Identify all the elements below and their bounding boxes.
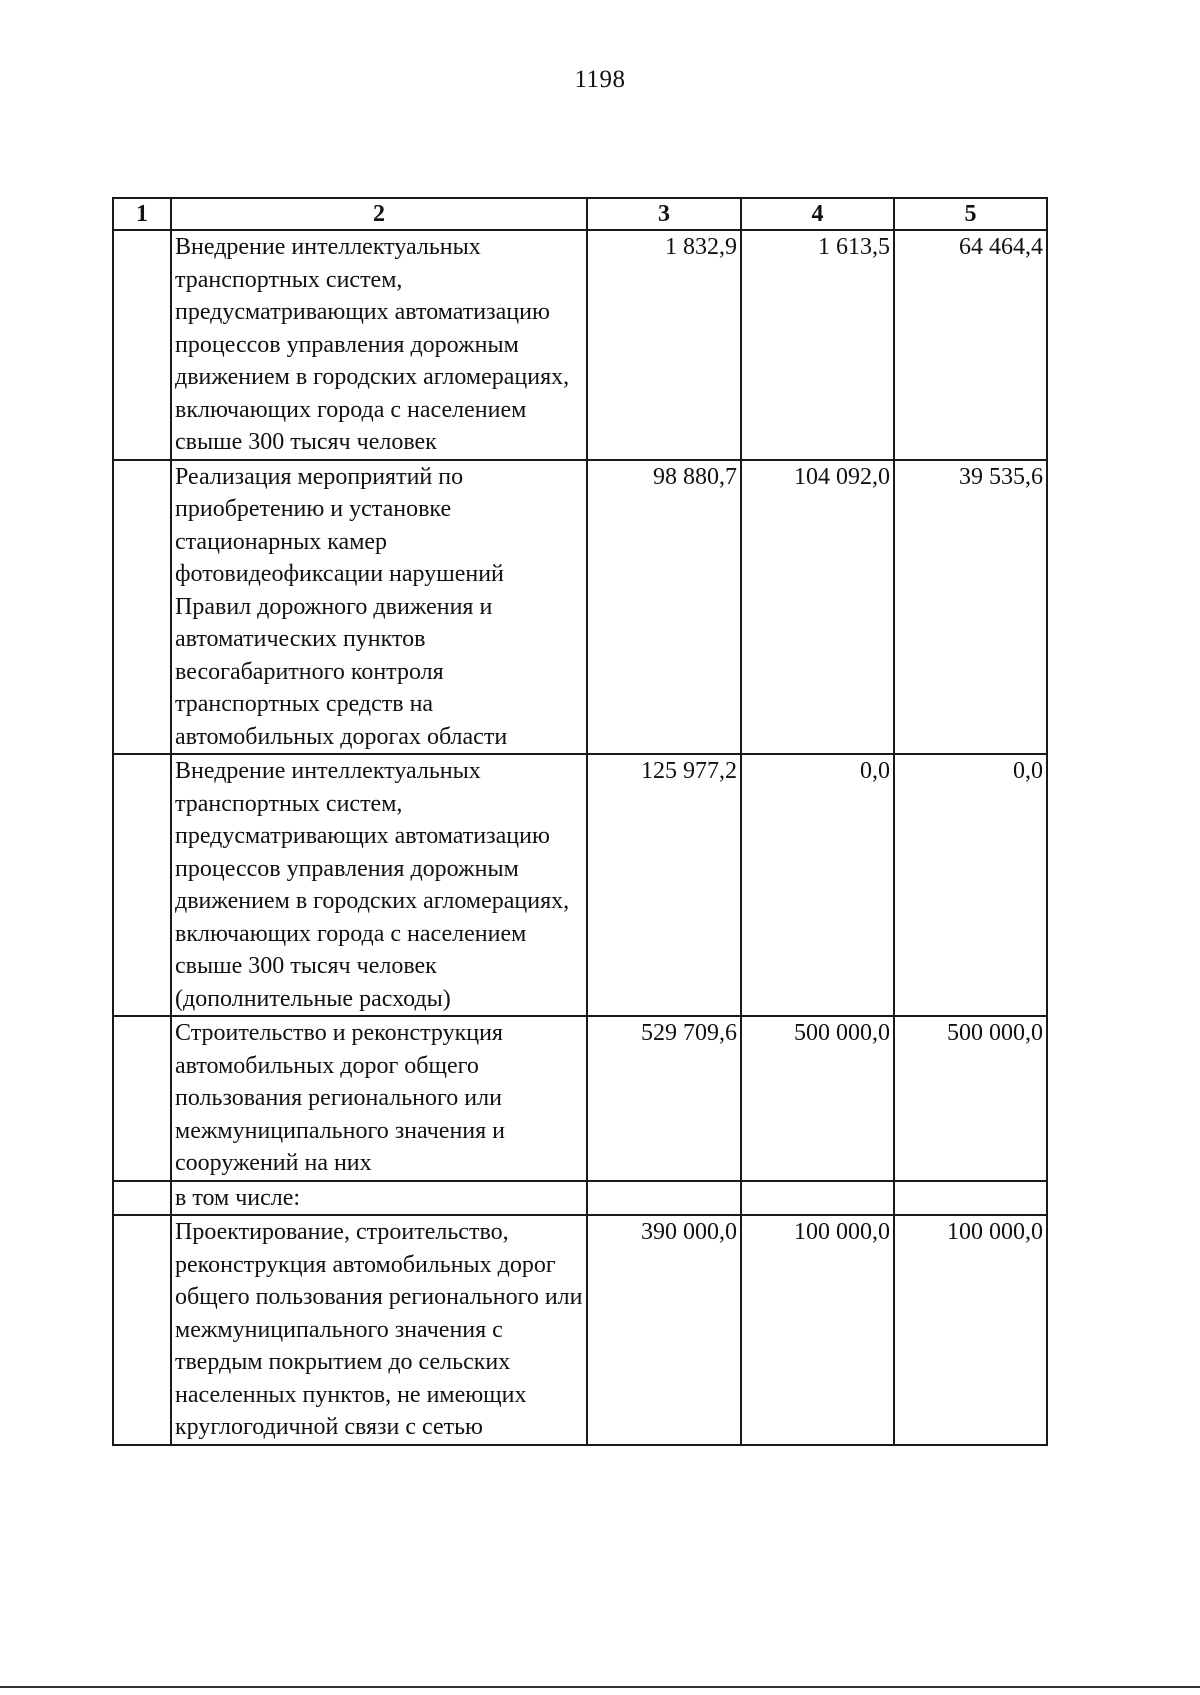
row-number-cell (113, 1181, 171, 1216)
table-body (113, 230, 1047, 1445)
header-col-1: 1 (113, 198, 171, 230)
table-row (113, 1215, 1047, 1445)
row-value-col5: 0,0 (894, 754, 1047, 1016)
row-number-cell (113, 754, 171, 1016)
row-value-col4: 1 613,5 (741, 230, 894, 460)
row-number-cell (113, 1215, 171, 1445)
table-header (113, 198, 1047, 230)
row-number-cell (113, 1016, 171, 1181)
row-value-col4: 0,0 (741, 754, 894, 1016)
row-value-col3: 125 977,2 (587, 754, 741, 1016)
row-value-col4: 100 000,0 (741, 1215, 894, 1445)
header-row (113, 198, 1047, 230)
row-value-col3: 390 000,0 (587, 1215, 741, 1445)
row-value-col3: 529 709,6 (587, 1016, 741, 1181)
row-name-cell: в том числе: (171, 1181, 587, 1216)
header-col-4: 4 (741, 198, 894, 230)
row-number-cell (113, 460, 171, 755)
row-name-cell: Реализация мероприятий по приобретению и установке стационарных камер фотовидеофиксации нарушений Правил дорожного движения и автоматических пунктов весогабаритного контроля транспортных средств на автомобильных дорогах области (171, 460, 587, 755)
row-name-cell: Внедрение интеллектуальных транспортных систем, предусматривающих автоматизацию процессов управления дорожным движением в городских агломерациях, включающих города с населением свыше 300 тысяч человек (дополнительные расходы) (171, 754, 587, 1016)
header-col-2: 2 (171, 198, 587, 230)
row-value-col4: 104 092,0 (741, 460, 894, 755)
row-value-col4 (741, 1181, 894, 1216)
table-row (113, 1181, 1047, 1216)
row-number-cell (113, 230, 171, 460)
row-value-col5: 100 000,0 (894, 1215, 1047, 1445)
page-bottom-rule (0, 1686, 1200, 1688)
header-col-5: 5 (894, 198, 1047, 230)
row-value-col5: 39 535,6 (894, 460, 1047, 755)
row-name-cell: Проектирование, строительство, реконструкция автомобильных дорог общего пользования регионального или межмуниципального значения с твердым покрытием до сельских населенных пунктов, не имеющих круглогодичной связи с сетью (171, 1215, 587, 1445)
row-value-col3: 1 832,9 (587, 230, 741, 460)
table-row (113, 460, 1047, 755)
row-value-col5: 64 464,4 (894, 230, 1047, 460)
row-value-col5: 500 000,0 (894, 1016, 1047, 1181)
row-value-col4: 500 000,0 (741, 1016, 894, 1181)
row-name-cell: Строительство и реконструкция автомобильных дорог общего пользования регионального или межмуниципального значения и сооружений на них (171, 1016, 587, 1181)
budget-table (112, 197, 1048, 1446)
row-name-cell: Внедрение интеллектуальных транспортных систем, предусматривающих автоматизацию процессов управления дорожным движением в городских агломерациях, включающих города с населением свыше 300 тысяч человек (171, 230, 587, 460)
page-number: 1198 (574, 66, 626, 93)
row-value-col3: 98 880,7 (587, 460, 741, 755)
table-row (113, 1016, 1047, 1181)
row-value-col3 (587, 1181, 741, 1216)
row-value-col5 (894, 1181, 1047, 1216)
table-row (113, 754, 1047, 1016)
header-col-3: 3 (587, 198, 741, 230)
table-row (113, 230, 1047, 460)
